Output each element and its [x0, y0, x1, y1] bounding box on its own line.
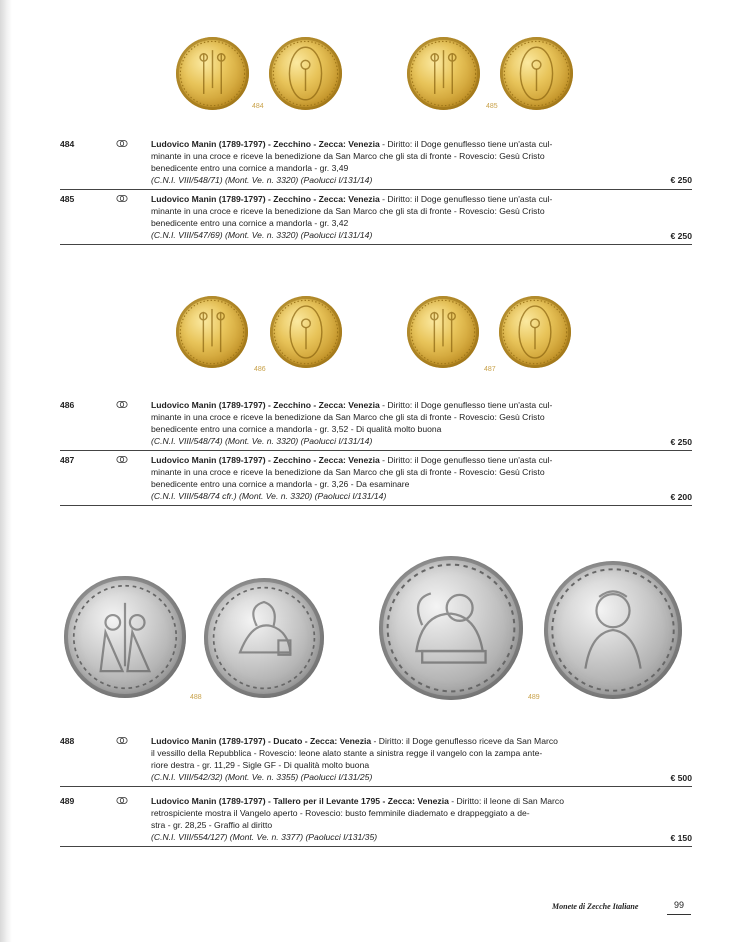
coin-symbol-icon [116, 139, 128, 148]
lot-description [151, 138, 611, 186]
lot-title: Ludovico Manin (1789-1797) - Ducato - Zecca: Venezia [151, 736, 372, 746]
coin-symbol-icon [116, 455, 128, 464]
image-label-488: 488 [190, 694, 202, 701]
lot-reference: (C.N.I. VIII/554/127) (Mont. Ve. n. 3377) (Paolucci I/131/35) [151, 832, 378, 842]
lot-divider [60, 244, 692, 245]
lot-desc-line2: minante in una croce e riceve la benedizione da San Marco che gli sta di fronte - Rovescio: Gesù Cristo [151, 151, 545, 161]
lot-desc-line1: - Diritto: il Doge genuflesso tiene un'asta cul- [379, 139, 553, 149]
coin-488-obverse [64, 576, 186, 698]
lot-487 [60, 454, 692, 502]
lot-486 [60, 399, 692, 447]
book-spine-shadow [0, 0, 12, 942]
lot-price: € 200 [670, 492, 692, 502]
coin-488-reverse [204, 578, 324, 698]
lot-reference: (C.N.I. VIII/548/71) (Mont. Ve. n. 3320) (Paolucci I/131/14) [151, 175, 373, 185]
lot-reference: (C.N.I. VIII/548/74) (Mont. Ve. n. 3320) (Paolucci I/131/14) [151, 436, 373, 446]
lot-489 [60, 795, 692, 843]
lot-488 [60, 735, 692, 783]
lot-title: Ludovico Manin (1789-1797) - Zecchino - Zecca: Venezia [151, 400, 380, 410]
image-label-485: 485 [486, 103, 498, 110]
running-footer-title: Monete di Zecche Italiane [552, 902, 639, 911]
lot-number: 487 [60, 455, 75, 465]
lot-desc-line3: benedicente entro una cornice a mandorla - gr. 3,49 [151, 163, 349, 173]
lot-desc-line3: stra - gr. 28,25 - Graffio al diritto [151, 820, 273, 830]
lot-484 [60, 138, 692, 186]
coin-486-reverse [270, 296, 342, 368]
lot-title: Ludovico Manin (1789-1797) - Tallero per il Levante 1795 - Zecca: Venezia [151, 796, 449, 806]
lot-desc-line1: - Diritto: il Doge genuflesso tiene un'asta cul- [379, 455, 553, 465]
coin-symbol-icon [116, 796, 128, 805]
lot-divider [60, 189, 692, 190]
lot-desc-line1: - Diritto: il leone di San Marco [448, 796, 564, 806]
coin-486-obverse [176, 296, 248, 368]
coin-484-obverse [176, 37, 249, 110]
image-label-487: 487 [484, 366, 496, 373]
coin-485-obverse [407, 37, 480, 110]
coin-symbol-icon [116, 194, 128, 203]
coin-487-obverse [407, 296, 479, 368]
coin-485-reverse [500, 37, 573, 110]
lot-485 [60, 193, 692, 241]
lot-desc-line3: riore destra - gr. 11,29 - Sigle GF - Di qualità molto buona [151, 760, 370, 770]
lot-title: Ludovico Manin (1789-1797) - Zecchino - Zecca: Venezia [151, 139, 380, 149]
lot-reference: (C.N.I. VIII/547/69) (Mont. Ve. n. 3320) (Paolucci I/131/14) [151, 230, 373, 240]
lot-divider [60, 450, 692, 451]
lot-desc-line3: benedicente entro una cornice a mandorla - gr. 3,52 - Di qualità molto buona [151, 424, 442, 434]
lot-desc-line2: minante in una croce e riceve la benedizione da San Marco che gli sta di fronte - Rovescio: Gesù Cristo [151, 412, 545, 422]
image-label-489: 489 [528, 694, 540, 701]
lot-number: 485 [60, 194, 75, 204]
lot-divider [60, 846, 692, 847]
lot-reference: (C.N.I. VIII/548/74 cfr.) (Mont. Ve. n. 3320) (Paolucci I/131/14) [151, 491, 387, 501]
lot-number: 489 [60, 796, 75, 806]
lot-description [151, 193, 611, 241]
coin-484-reverse [269, 37, 342, 110]
lot-desc-line2: minante in una croce e riceve la benedizione da San Marco che gli sta di fronte - Rovescio: Gesù Cristo [151, 206, 545, 216]
footer-rule [667, 914, 691, 915]
coin-symbol-icon [116, 400, 128, 409]
coin-489-reverse [544, 561, 682, 699]
coin-487-reverse [499, 296, 571, 368]
lot-desc-line2: minante in una croce e riceve la benedizione da San Marco che gli sta di fronte - Rovescio: Gesù Cristo [151, 467, 545, 477]
lot-divider [60, 786, 692, 787]
lot-description [151, 399, 611, 447]
lot-title: Ludovico Manin (1789-1797) - Zecchino - Zecca: Venezia [151, 455, 380, 465]
lot-desc-line1: - Diritto: il Doge genuflesso tiene un'asta cul- [379, 194, 553, 204]
page-number: 99 [674, 900, 685, 910]
lot-desc-line1: - Diritto: il Doge genuflesso tiene un'asta cul- [379, 400, 553, 410]
lot-desc-line2: retrospiciente mostra il Vangelo aperto - Rovescio: busto femminile diademato e drappeggiato a de- [151, 808, 530, 818]
lot-description [151, 735, 611, 783]
lot-number: 488 [60, 736, 75, 746]
lot-price: € 250 [670, 175, 692, 185]
lot-number: 484 [60, 139, 75, 149]
lot-price: € 250 [670, 231, 692, 241]
lot-desc-line3: benedicente entro una cornice a mandorla - gr. 3,26 - Da esaminare [151, 479, 410, 489]
lot-price: € 150 [670, 833, 692, 843]
lot-price: € 500 [670, 773, 692, 783]
lot-number: 486 [60, 400, 75, 410]
lot-description [151, 454, 611, 502]
coin-symbol-icon [116, 736, 128, 745]
image-label-486: 486 [254, 366, 266, 373]
lot-desc-line1: - Diritto: il Doge genuflesso riceve da San Marco [371, 736, 558, 746]
lot-reference: (C.N.I. VIII/542/32) (Mont. Ve. n. 3355) (Paolucci I/131/25) [151, 772, 373, 782]
lot-desc-line2: il vessillo della Repubblica - Rovescio: leone alato stante a sinistra regge il vangelo con la zampa ante- [151, 748, 543, 758]
lot-price: € 250 [670, 437, 692, 447]
coin-489-obverse [379, 556, 523, 700]
lot-desc-line3: benedicente entro una cornice a mandorla - gr. 3,42 [151, 218, 349, 228]
lot-description [151, 795, 611, 843]
lot-divider [60, 505, 692, 506]
image-label-484: 484 [252, 103, 264, 110]
lot-title: Ludovico Manin (1789-1797) - Zecchino - Zecca: Venezia [151, 194, 380, 204]
